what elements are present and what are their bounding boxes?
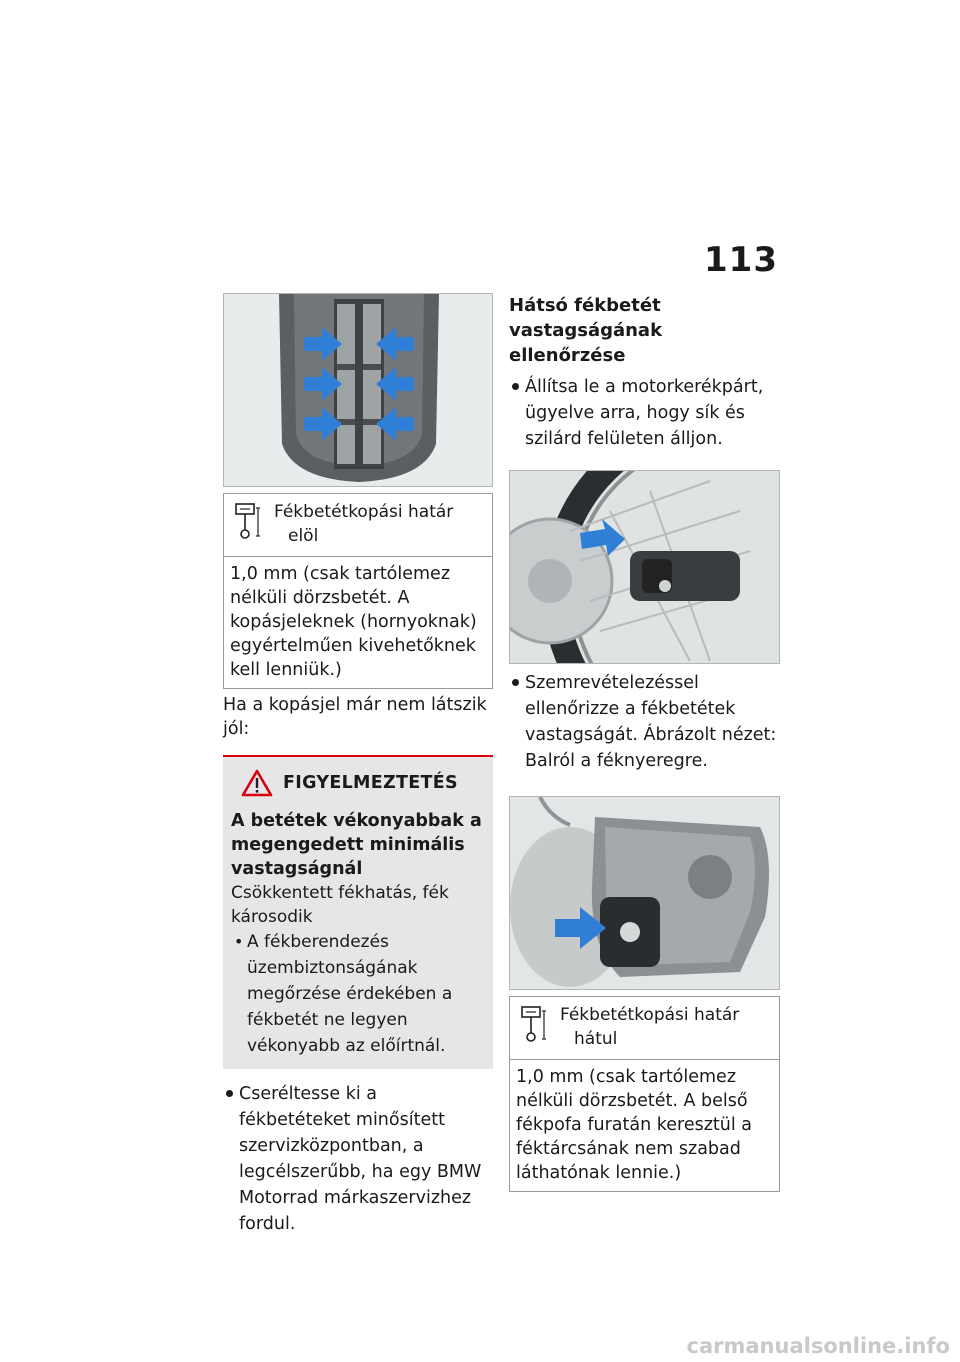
warning-text: Csökkentett fékhatás, fék károsodik bbox=[231, 883, 449, 927]
front-wear-limit-title bbox=[274, 500, 453, 548]
rear-wear-limit-title bbox=[560, 1003, 739, 1051]
warning-list bbox=[231, 929, 485, 1059]
front-brake-pad-illustration bbox=[224, 294, 493, 487]
front-wear-limit-header bbox=[224, 494, 492, 557]
step-list-2 bbox=[509, 670, 780, 774]
condition-text: Ha a kopásjel már nem látszik jól: bbox=[223, 695, 487, 739]
rear-caliper-illustration bbox=[510, 797, 780, 990]
front-wear-limit-box bbox=[223, 493, 493, 689]
rear-wear-limit-box bbox=[509, 996, 780, 1192]
step-park-motorcycle: Állítsa le a motorkerékpárt, ügyelve arra, hogy sík és szilárd felületen álljon. bbox=[509, 374, 780, 452]
watermark: carmanualsonline.info bbox=[686, 1334, 950, 1358]
rear-wear-limit-header bbox=[510, 997, 779, 1060]
brake-pad-wear-icon bbox=[518, 1003, 550, 1045]
warning-box bbox=[223, 755, 493, 1069]
left-column bbox=[223, 293, 493, 1237]
warning-label: FIGYELMEZTETÉS bbox=[283, 773, 458, 793]
rear-wheel-figure bbox=[509, 470, 780, 664]
warning-triangle-icon bbox=[241, 769, 273, 797]
warning-title: A betétek vékonyabbak a megengedett minimális vastagságnál bbox=[231, 811, 482, 879]
action-list bbox=[223, 1081, 493, 1237]
front-brake-pad-figure bbox=[223, 293, 493, 487]
front-wear-limit-title-line2: elöl bbox=[288, 526, 319, 546]
front-wear-limit-title-line1: Fékbetétkopási határ bbox=[274, 502, 454, 522]
rear-caliper-figure bbox=[509, 796, 780, 990]
rear-wear-limit-value: 1,0 mm (csak tartólemez nélküli dörzsbetét. A belső fékpofa furatán keresztül a féktárcsának nem szabad láthatónak lennie.) bbox=[516, 1067, 752, 1183]
warning-header bbox=[241, 769, 485, 797]
step-list-1 bbox=[509, 374, 780, 452]
rear-wear-limit-title-line1: Fékbetétkopási határ bbox=[560, 1005, 740, 1025]
rear-wear-limit-title-line2: hátul bbox=[574, 1029, 618, 1049]
warning-list-item: • A fékberendezés üzembiztonságának megőrzése érdekében a fékbetét ne legyen vékonyabb az előírtnál. bbox=[231, 929, 485, 1059]
rear-wheel-illustration bbox=[510, 471, 780, 664]
action-item: Cseréltesse ki a fékbetéteket minősített szervizközpontban, a legcélszerűbb, ha egy BMW Motorrad márkaszervizhez fordul. bbox=[223, 1081, 493, 1237]
right-column bbox=[509, 293, 780, 1192]
front-wear-limit-value: 1,0 mm (csak tartólemez nélküli dörzsbetét. A kopásjeleknek (hornyoknak) egyértelműen kivehetőknek kell lenniük.) bbox=[230, 564, 477, 680]
page-number: 113 bbox=[704, 240, 778, 280]
brake-pad-wear-icon bbox=[232, 500, 264, 542]
section-heading: Hátsó fékbetét vastagságának ellenőrzése bbox=[509, 295, 663, 366]
step-visual-check: Szemrevételezéssel ellenőrizze a fékbetétek vastagságát. Ábrázolt nézet: Balról a féknyeregre. bbox=[509, 670, 780, 774]
